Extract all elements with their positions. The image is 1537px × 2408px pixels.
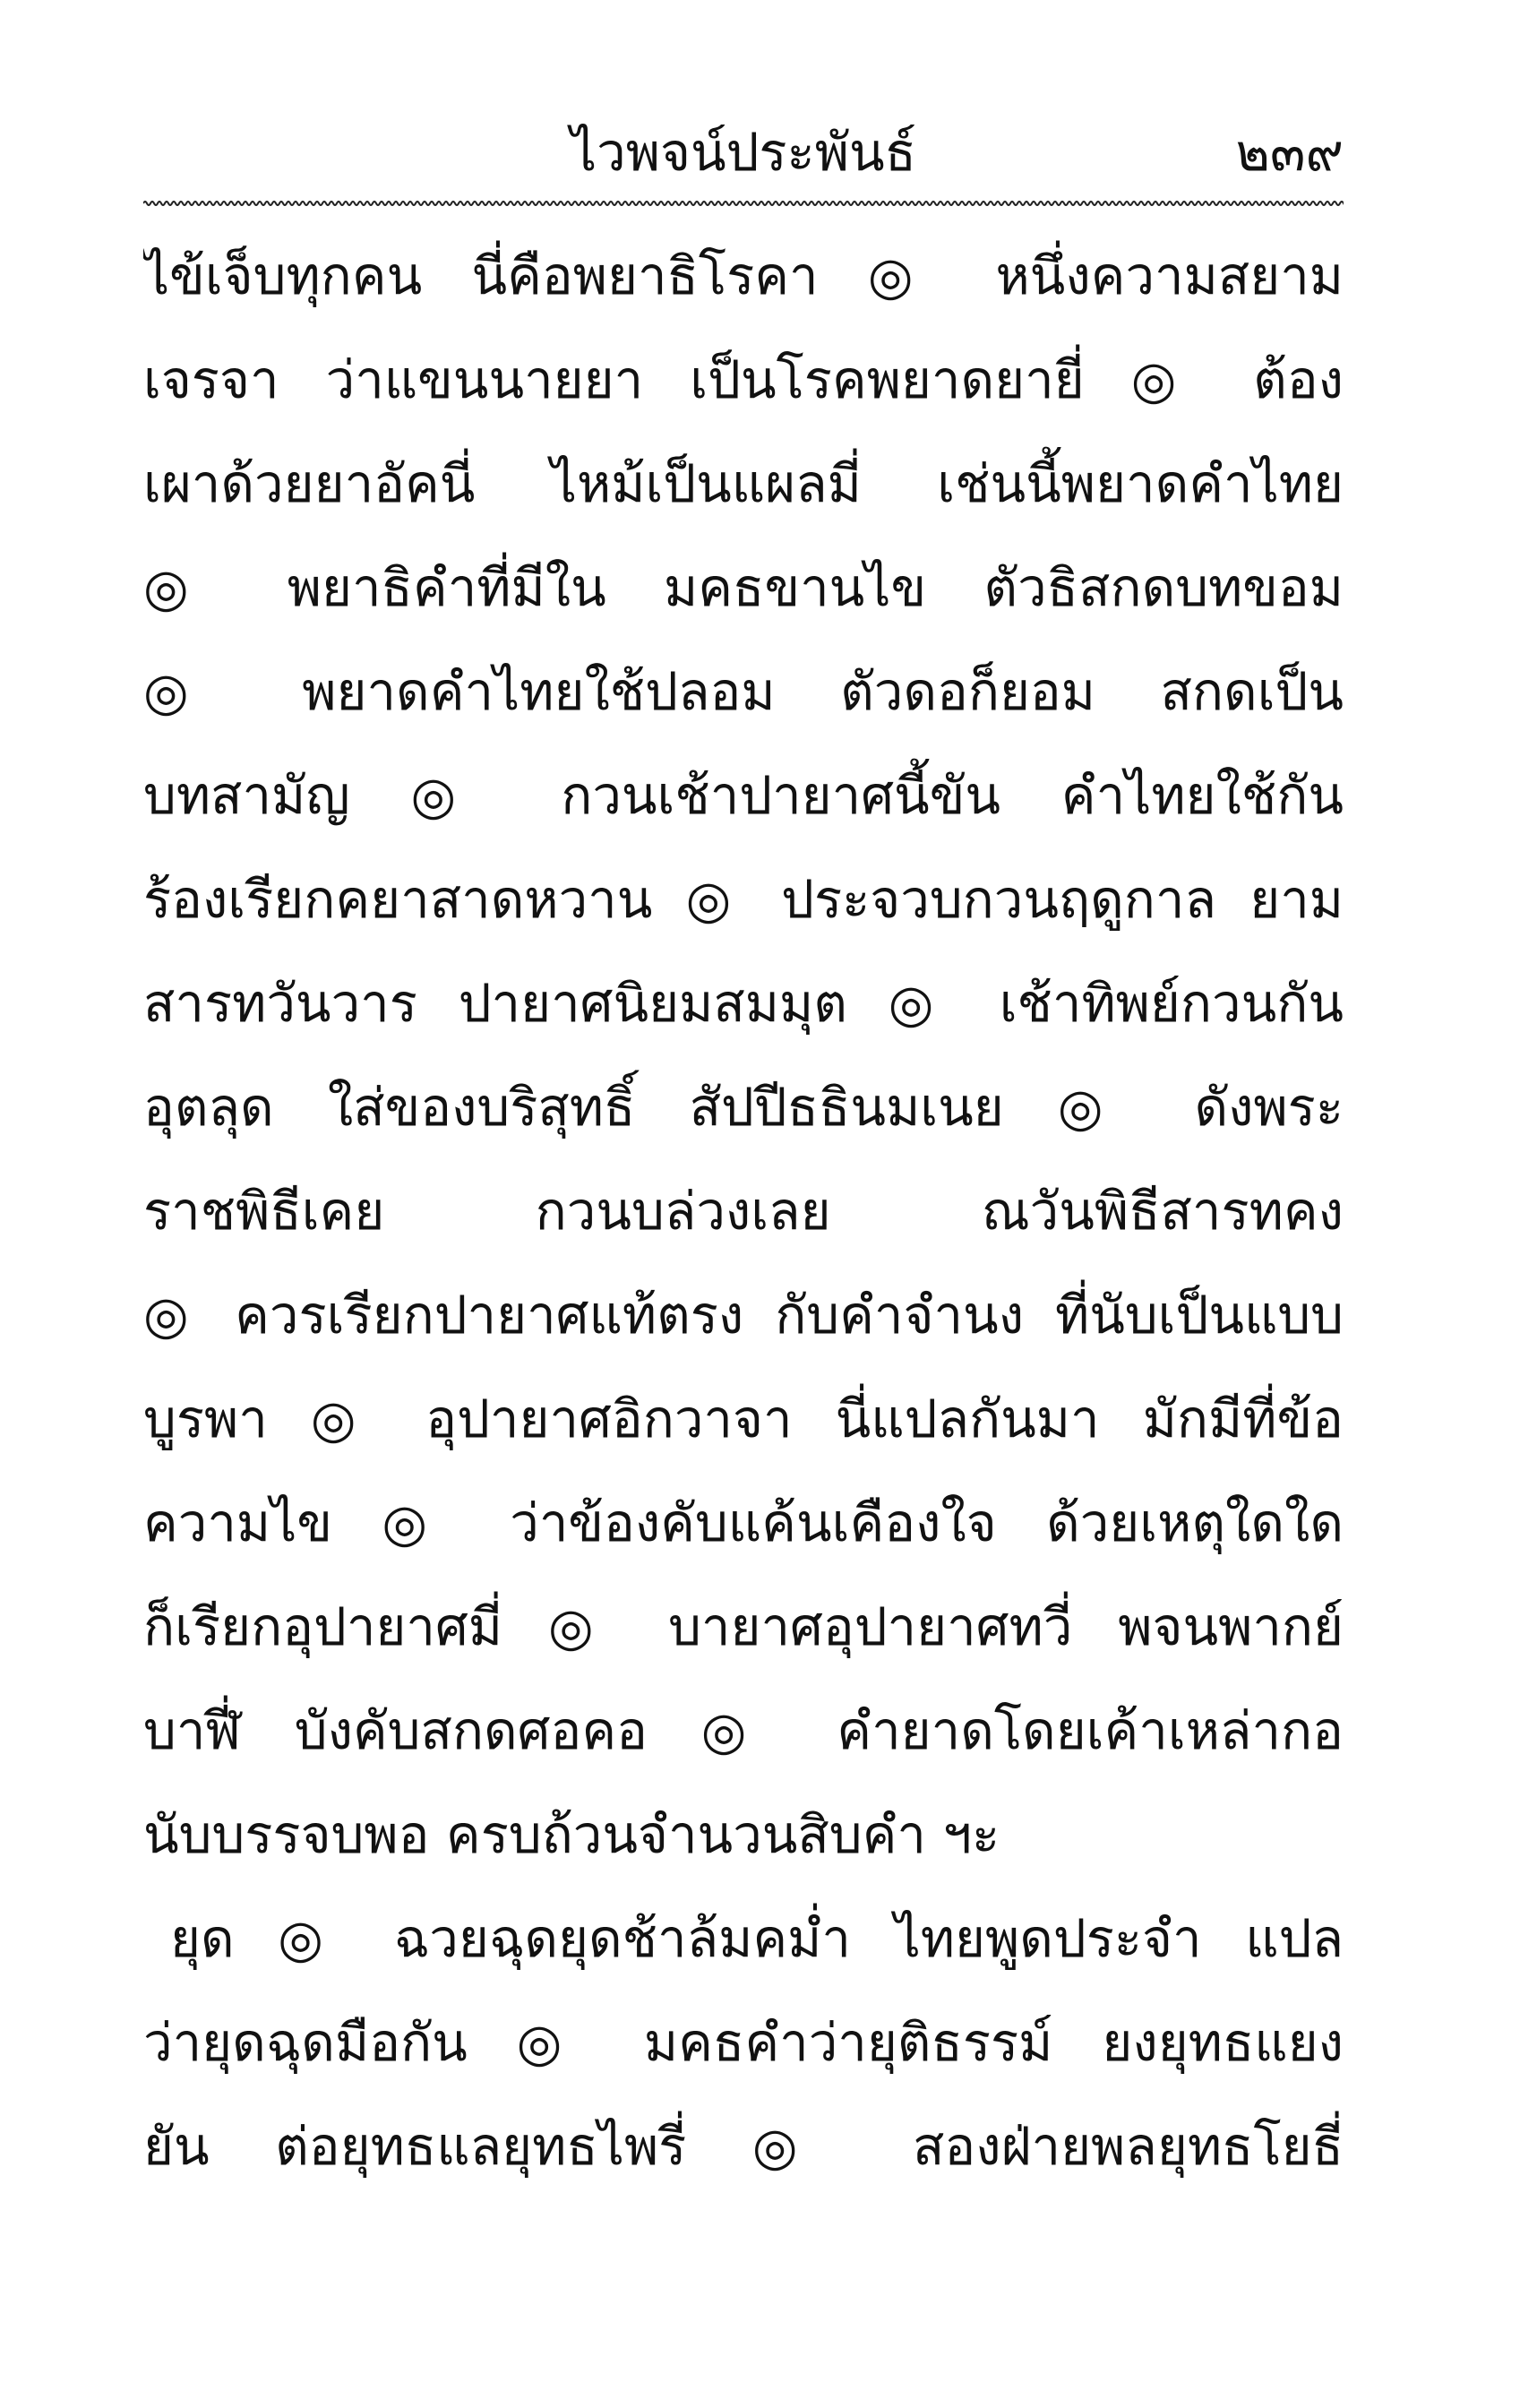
- text-line: ราชพิธีเคย กวนบล่วงเลย ณวันพิธีสารทคง: [143, 1181, 1344, 1242]
- text-line: ◎ พยาธิคำที่มีใน มคธขานไข ตัวธิสกดบทขอม: [143, 557, 1344, 618]
- text-line: ร้องเรียกคยาสาดหวาน ◎ ประจวบกวนฤดูกาล ยาม: [143, 869, 1344, 930]
- text-line: นับบรรจบพอ ครบถ้วนจำนวนสิบคำ ฯะ: [143, 1804, 1000, 1865]
- text-line: ความไข ◎ ว่าข้องคับแค้นเคืองใจ ด้วยเหตุใดใด: [143, 1492, 1344, 1553]
- text-line: ก็เรียกอุปายาศมี่ ◎ บายาศอุปายาศทวี่ พจนพากย์: [143, 1596, 1344, 1657]
- text-line: เจรจา ว่าแขนนายยา เป็นโรคพยาดยายี่ ◎ ต้อง: [143, 349, 1344, 410]
- text-line: อุตลุด ใส่ของบริสุทธิ์ สัปปีธธินมเนย ◎ ดังพระ: [143, 1077, 1344, 1138]
- running-title: ไวพจน์ประพันธ์: [570, 122, 916, 183]
- text-line: เผาด้วยยาอัคนี่ ไหม้เป็นแผลมี่ เช่นนี้พยาดคำไทย: [143, 453, 1344, 514]
- text-line: ยัน ต่อยุทธแลยุทธไพรี่ ◎ สองฝ่ายพลยุทธโยธี่: [143, 2116, 1344, 2177]
- running-header: [143, 108, 1344, 188]
- header-divider: [143, 199, 1344, 208]
- text-line: บูรพา ◎ อุปายาศอิกวาจา นี่แปลกันมา มักมีที่ข้อ: [143, 1389, 1344, 1449]
- text-line: ◎ ควรเรียกปายาศแท้ตรง กับคำจำนง ที่นับเป็นแบบ: [143, 1285, 1344, 1346]
- page-number: ๒๓๙: [1235, 122, 1344, 183]
- page-body: [143, 224, 1344, 2198]
- text-line: ◎ พยาดคำไทยใช้ปลอม ตัวดอก็ยอม สกดเป็น: [143, 661, 1344, 722]
- text-line: สารทวันวาร ปายาศนิยมสมมุต ◎ เช้าทิพย์กวนกัน: [143, 973, 1344, 1034]
- text-line: ไข้เจ็บทุกคน นี่คือพยาธิโรคา ◎ หนึ่งความสยาม: [143, 245, 1344, 306]
- text-line: ยุด ◎ ฉวยฉุดยุดช้าล้มคม่ำ ไทยพูดประจำ แปล: [170, 1908, 1344, 1969]
- text-line: บาฬี่ บังคับสกดศอคอ ◎ คำยาดโดยเค้าเหล่ากอ: [143, 1700, 1344, 1761]
- text-line: ว่ายุดฉุดมือกัน ◎ มคธคำว่ายุติธรรม์ ยงยุทธแยง: [143, 2012, 1344, 2073]
- text-line: บทสามัญ ◎ กวนเช้าปายาศนี้ขัน คำไทยใช้กัน: [143, 765, 1344, 826]
